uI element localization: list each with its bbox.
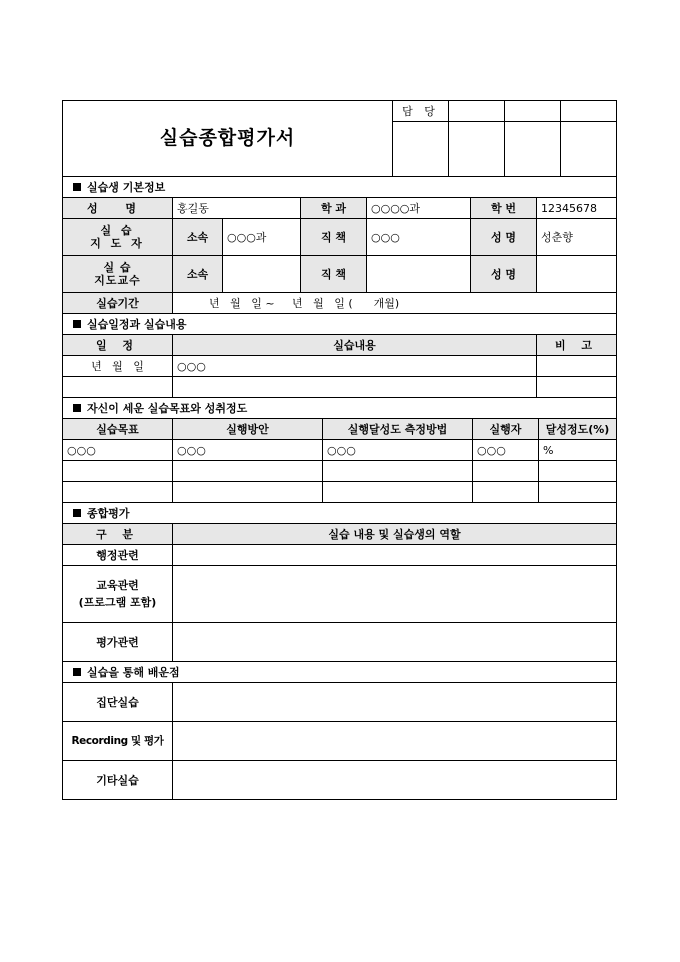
goals-cell [323,482,473,503]
goals-cell [173,482,323,503]
supervisor-aff: ○○○과 [223,219,301,256]
square-bullet-icon [73,183,81,191]
goals-cell [323,461,473,482]
supervisor-name-label: 성 명 [471,219,537,256]
schedule-table [62,313,617,398]
section-learned-heading-text: 실습을 통해 배운점 [87,665,180,679]
goals-header: 실습목표 [63,419,173,440]
learned-row-value [173,683,617,722]
overall-row-label: 교육관련 (프로그램 포함) [63,566,173,623]
goals-header: 실행자 [473,419,539,440]
overall-row-label: 행정관련 [63,545,173,566]
section-overall-heading-text: 종합평가 [87,506,130,520]
student-id-label: 학 번 [471,198,537,219]
schedule-cell-content: ○○○ [173,356,537,377]
schedule-header-date: 일 정 [63,335,173,356]
square-bullet-icon [73,320,81,328]
approval-box [449,101,505,122]
supervisor-pos-label: 직 책 [301,219,367,256]
professor-pos [367,256,471,293]
schedule-cell-note [537,356,617,377]
basic-info-table [62,176,617,314]
signature-box [561,122,617,177]
overall-row-label: 평가관련 [63,623,173,662]
professor-pos-label: 직 책 [301,256,367,293]
learned-table [62,661,617,800]
section-schedule-heading-text: 실습일정과 실습내용 [87,317,187,331]
goals-cell: ○○○ [63,440,173,461]
goals-header: 실행달성도 측정방법 [323,419,473,440]
goals-cell: ○○○ [473,440,539,461]
supervisor-aff-label: 소속 [173,219,223,256]
section-basic-heading-text: 실습생 기본정보 [87,180,166,194]
professor-name [537,256,617,293]
learned-row-value [173,761,617,800]
header-table [62,100,617,177]
overall-table [62,502,617,662]
overall-row-value [173,545,617,566]
square-bullet-icon [73,509,81,517]
student-name: 홍길동 [173,198,301,219]
learned-row-label: Recording 및 평가 [63,722,173,761]
section-goals-heading-text: 자신이 세운 실습목표와 성취정도 [87,401,248,415]
dept-label: 학 과 [301,198,367,219]
overall-row-value [173,623,617,662]
approval-box [561,101,617,122]
learned-row-value [173,722,617,761]
section-goals-heading [63,398,617,419]
goals-cell: % [539,440,617,461]
supervisor-label: 실 습 지 도 자 [63,219,173,256]
section-basic-heading [63,177,617,198]
schedule-cell-date [63,377,173,398]
document-title: 실습종합평가서 [63,101,393,177]
overall-header-category: 구 분 [63,524,173,545]
professor-name-label: 성 명 [471,256,537,293]
professor-aff-label: 소속 [173,256,223,293]
goals-cell [63,482,173,503]
schedule-cell-note [537,377,617,398]
schedule-header-note: 비 고 [537,335,617,356]
signature-box [393,122,449,177]
goals-cell: ○○○ [323,440,473,461]
goals-cell: ○○○ [173,440,323,461]
professor-aff [223,256,301,293]
signature-box [505,122,561,177]
goals-header: 실행방안 [173,419,323,440]
section-schedule-heading [63,314,617,335]
name-label: 성 명 [63,198,173,219]
period-value: 년 월 일 ~ 년 월 일 ( 개월) [173,293,617,314]
supervisor-name: 성춘향 [537,219,617,256]
square-bullet-icon [73,404,81,412]
overall-header-content: 실습 내용 및 실습생의 역할 [173,524,617,545]
goals-cell [473,461,539,482]
schedule-header-content: 실습내용 [173,335,537,356]
goals-cell [539,482,617,503]
section-overall-heading [63,503,617,524]
evaluation-form [62,100,616,806]
goals-cell [473,482,539,503]
goals-table [62,397,617,503]
student-dept: ○○○○과 [367,198,471,219]
signature-box [449,122,505,177]
period-label: 실습기간 [63,293,173,314]
learned-row-label: 집단실습 [63,683,173,722]
section-learned-heading [63,662,617,683]
approval-box [505,101,561,122]
supervisor-pos: ○○○ [367,219,471,256]
professor-label: 실 습 지도교수 [63,256,173,293]
overall-row-value [173,566,617,623]
goals-cell [63,461,173,482]
schedule-cell-date: 년 월 일 [63,356,173,377]
student-id: 12345678 [537,198,617,219]
schedule-cell-content [173,377,537,398]
goals-cell [539,461,617,482]
learned-row-label: 기타실습 [63,761,173,800]
approval-label: 담 당 [393,101,449,122]
square-bullet-icon [73,668,81,676]
goals-header: 달성정도(%) [539,419,617,440]
goals-cell [173,461,323,482]
